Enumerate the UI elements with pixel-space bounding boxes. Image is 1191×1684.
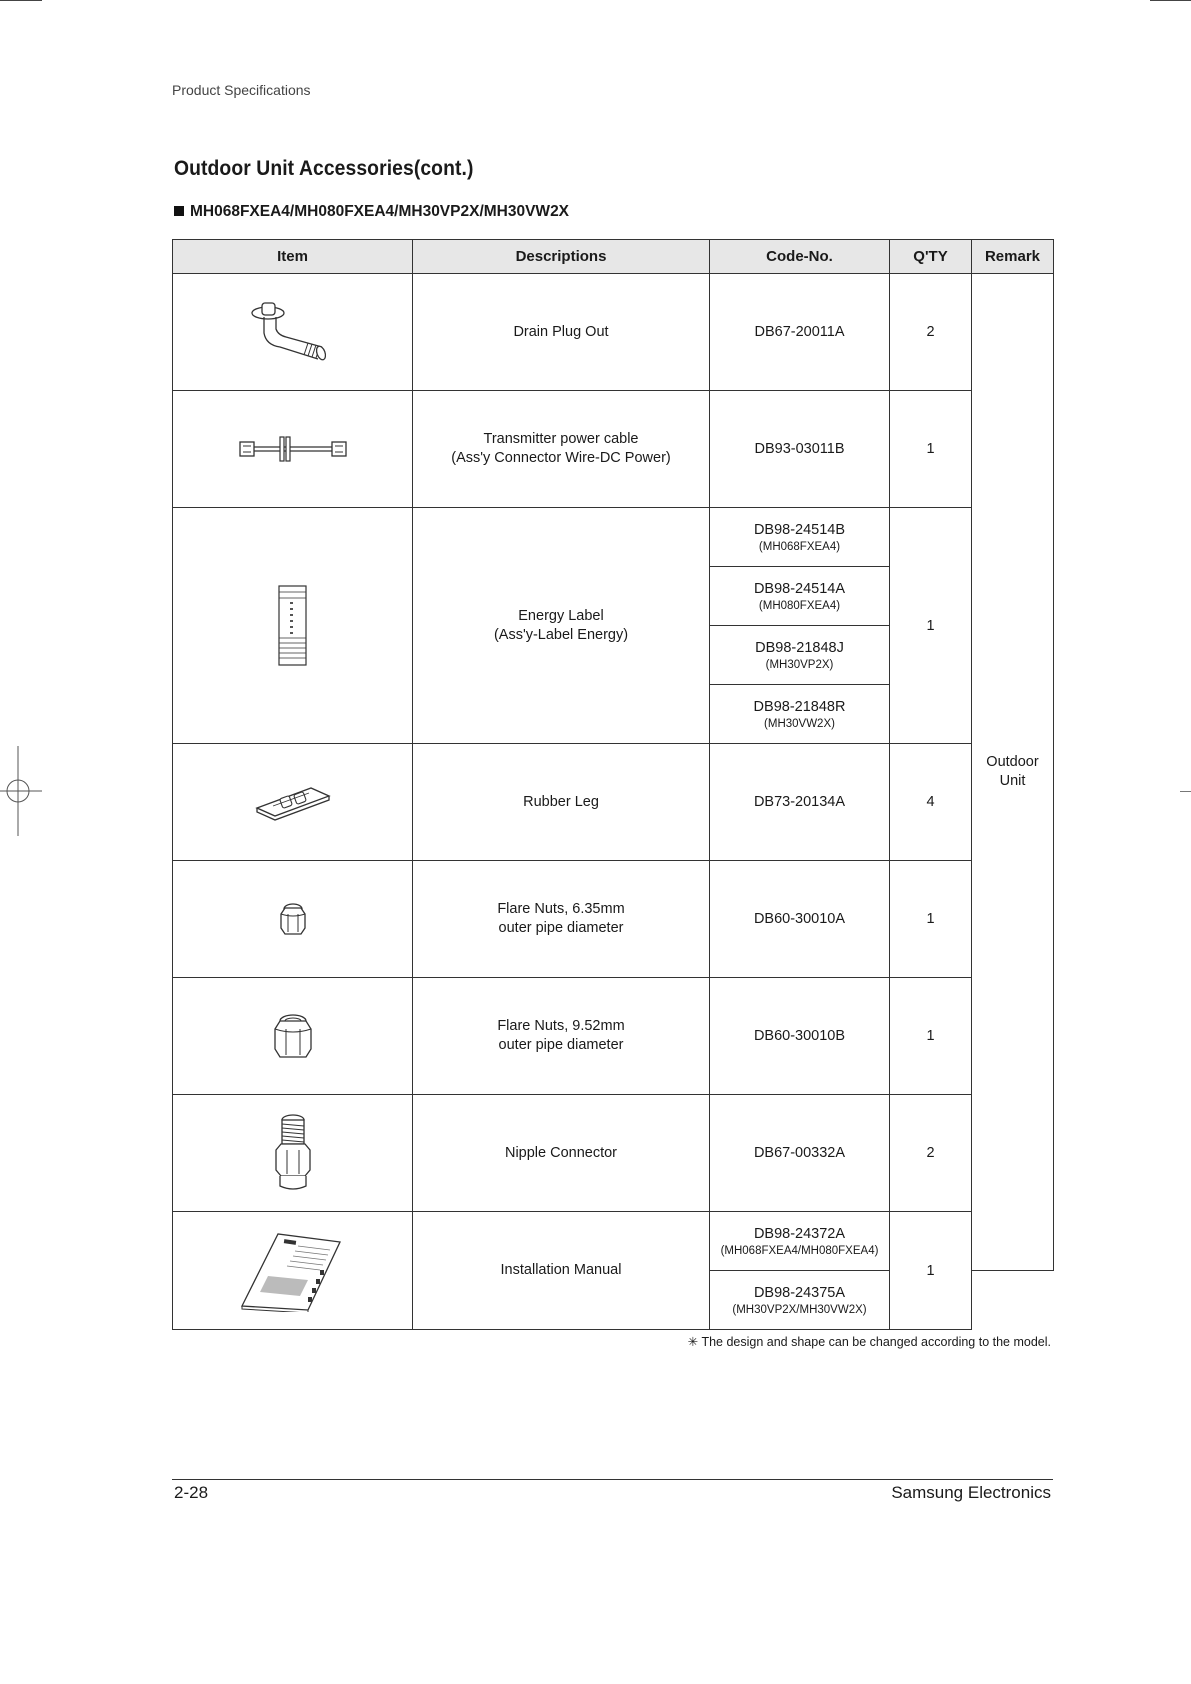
description-text: outer pipe diameter	[498, 920, 624, 936]
footer-brand: Samsung Electronics	[891, 1483, 1051, 1502]
qty-cell: 1	[890, 1212, 972, 1330]
header-remark: Remark	[972, 240, 1054, 274]
code-cell: DB67-20011A	[710, 274, 890, 391]
crop-mark-right	[1180, 791, 1191, 792]
qty-cell: 1	[890, 391, 972, 508]
description-cell	[413, 861, 710, 978]
flare-nut-small-icon	[276, 900, 310, 938]
description-text: Rubber Leg	[523, 793, 599, 810]
header-item: Item	[173, 240, 413, 274]
description-cell	[413, 508, 710, 744]
table-row	[173, 1095, 1054, 1212]
rubber-leg-icon	[253, 782, 333, 822]
table-row	[173, 391, 1054, 508]
code-cell: DB60-30010A	[710, 861, 890, 978]
model-list: MH068FXEA4/MH080FXEA4/MH30VP2X/MH30VW2X	[190, 203, 570, 220]
model-text: (MH30VP2X)	[765, 658, 834, 671]
remark-cell	[972, 274, 1054, 1271]
table-header-row	[173, 240, 1054, 274]
qty-cell: 1	[890, 978, 972, 1095]
code-text: DB98-21848R	[753, 698, 846, 715]
power-cable-icon	[238, 434, 348, 464]
description-text: Energy Label	[518, 607, 604, 624]
header-descriptions: Descriptions	[413, 240, 710, 274]
model-text: (MH30VW2X)	[764, 717, 835, 730]
description-cell	[413, 274, 710, 391]
item-image	[173, 861, 413, 978]
code-cell	[710, 685, 890, 744]
code-cell	[710, 1271, 890, 1330]
description-text: outer pipe diameter	[498, 1037, 624, 1053]
item-image	[173, 1095, 413, 1212]
qty-cell: 1	[890, 861, 972, 978]
description-cell	[413, 978, 710, 1095]
code-cell: DB60-30010B	[710, 978, 890, 1095]
description-text: Flare Nuts, 6.35mm	[497, 901, 625, 917]
remark-text-line2: Unit	[999, 773, 1026, 789]
qty-cell: 2	[890, 274, 972, 391]
description-text: Installation Manual	[500, 1262, 622, 1278]
code-cell	[710, 567, 890, 626]
code-cell	[710, 508, 890, 567]
model-subtitle	[174, 203, 569, 221]
description-text: (Ass'y Connector Wire-DC Power)	[451, 450, 671, 466]
qty-cell: 1	[890, 508, 972, 744]
table-row	[173, 861, 1054, 978]
description-text: Nipple Connector	[504, 1144, 618, 1161]
model-text: (MH068FXEA4/MH080FXEA4)	[720, 1244, 879, 1257]
qty-cell: 2	[890, 1095, 972, 1212]
table-row	[173, 1212, 1054, 1271]
code-cell: DB73-20134A	[710, 744, 890, 861]
code-text: DB98-24375A	[753, 1284, 846, 1301]
installation-manual-icon	[238, 1230, 348, 1312]
table-row	[173, 978, 1054, 1095]
drain-plug-icon	[248, 297, 338, 367]
model-text: (MH080FXEA4)	[758, 599, 841, 612]
item-image	[173, 978, 413, 1095]
item-image	[173, 744, 413, 861]
item-image	[173, 1212, 413, 1330]
energy-label-icon	[278, 585, 308, 667]
code-text: DB98-24514B	[753, 521, 846, 538]
description-cell	[413, 1212, 710, 1330]
code-cell: DB93-03011B	[710, 391, 890, 508]
code-text: DB98-24514A	[753, 580, 846, 597]
registration-mark-icon	[0, 746, 42, 836]
footer-divider	[172, 1479, 1053, 1480]
table-row	[173, 744, 1054, 861]
page-title: Outdoor Unit Accessories(cont.)	[174, 157, 474, 180]
table-row	[173, 274, 1054, 391]
page-number: 2-28	[174, 1483, 209, 1502]
code-text: DB98-21848J	[755, 639, 844, 656]
crop-mark-top-right	[1150, 0, 1191, 1]
description-cell	[413, 391, 710, 508]
table-row	[173, 508, 1054, 567]
model-text: (MH068FXEA4)	[758, 540, 841, 553]
running-header: Product Specifications	[172, 82, 311, 98]
description-cell	[413, 1095, 710, 1212]
description-text: Transmitter power cable	[483, 431, 639, 447]
header-code: Code-No.	[710, 240, 890, 274]
remark-text-line1: Outdoor	[986, 754, 1039, 770]
description-text: Flare Nuts, 9.52mm	[497, 1018, 625, 1034]
item-image	[173, 274, 413, 391]
code-cell	[710, 626, 890, 685]
code-cell: DB67-00332A	[710, 1095, 890, 1212]
bullet-square-icon	[174, 206, 184, 216]
item-image	[173, 391, 413, 508]
item-image	[173, 508, 413, 744]
qty-cell: 4	[890, 744, 972, 861]
description-text: (Ass'y-Label Energy)	[493, 626, 629, 643]
crop-mark-top-left	[0, 0, 42, 1]
nipple-connector-icon	[271, 1112, 315, 1194]
header-qty: Q'TY	[890, 240, 972, 274]
flare-nut-large-icon	[271, 1011, 315, 1061]
footnote: ✳ The design and shape can be changed according to the model.	[687, 1335, 1051, 1349]
description-cell	[413, 744, 710, 861]
code-cell	[710, 1212, 890, 1271]
model-text: (MH30VP2X/MH30VW2X)	[732, 1303, 867, 1316]
accessories-table	[172, 239, 1054, 1330]
description-text: Drain Plug Out	[513, 323, 609, 340]
code-text: DB98-24372A	[753, 1225, 846, 1242]
